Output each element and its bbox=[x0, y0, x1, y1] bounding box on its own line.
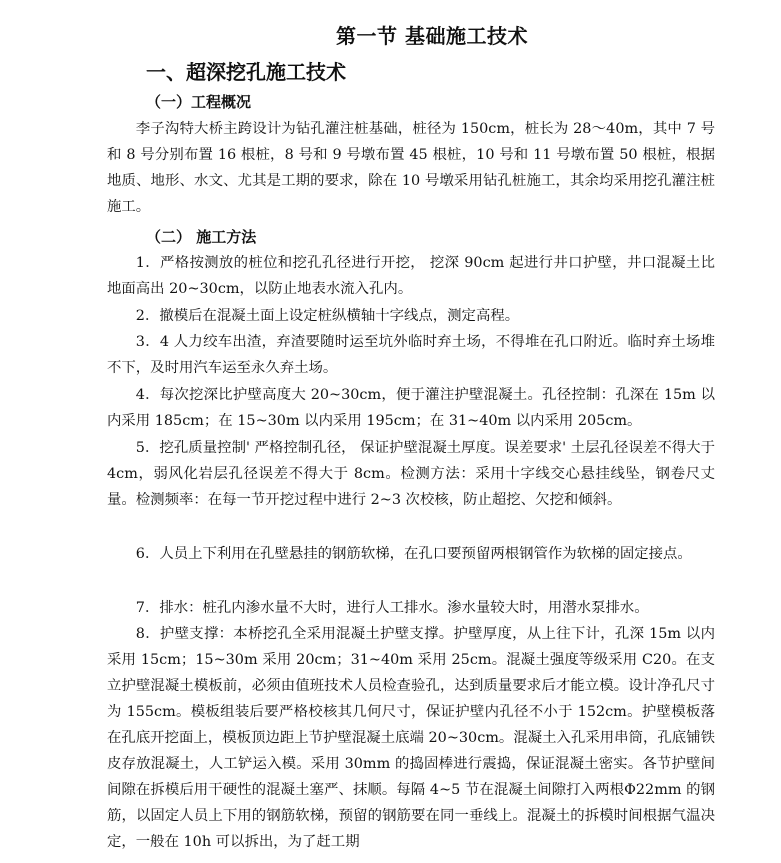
chapter-heading: 一、超深挖孔施工技术 bbox=[146, 60, 346, 84]
section-title: 第一节 基础施工技术 bbox=[336, 24, 528, 48]
subsection-heading-overview: （一）工程概况 bbox=[146, 93, 252, 111]
method-item-3: 3．4 人力绞车出渣，弃渣要随时运至坑外临时弃土场，不得堆在孔口附近。临时弃土场堆不下，及时用汽车运至永久弃土场。 bbox=[107, 334, 715, 376]
subsection-heading-method: （二） 施工方法 bbox=[146, 228, 257, 246]
method-item-5: 5．挖孔质量控制' 严格控制孔径， 保证护壁混凝土厚度。误差要求' 土层孔径误差不得大于 4cm，弱风化岩层孔径误差不得大于 8cm。检测方法：采用十字线交心悬挂线坠，钢卷尺丈量。检测频率：在每一节开挖过程中进行 2~3 次校核，防止超挖、欠挖和倾斜。 bbox=[107, 440, 715, 508]
overview-paragraph: 李子沟特大桥主跨设计为钻孔灌注桩基础，桩径为 150cm，桩长为 28～40m，其中 7 号和 8 号分别布置 16 根桩，8 号和 9 号墩布置 45 根桩，10 号和 11 号墩布置 50 根桩，根据地质、地形、水文、尤其是工期的要求，除在 10 号墩采用钻孔桩施工，其余均采用挖孔灌注桩施工。 bbox=[107, 121, 715, 215]
method-item-4: 4．每次挖深比护壁高度大 20~30cm，便于灌注护壁混凝土。孔径控制：孔深在 15m 以内采用 185cm；在 15~30m 以内采用 195cm；在 31~40m 以内采用 205cm。 bbox=[107, 387, 715, 429]
method-item-1: 1．严格按测放的桩位和挖孔孔径进行开挖， 挖深 90cm 起进行井口护壁，井口混凝土比地面高出 20~30cm，以防止地表水流入孔内。 bbox=[107, 255, 715, 297]
method-item-7: 7．排水：桩孔内渗水量不大时，进行人工排水。渗水量较大时，用潜水泵排水。 bbox=[135, 600, 649, 616]
method-item-6: 6．人员上下利用在孔壁悬挂的钢筋软梯，在孔口要预留两根钢管作为软梯的固定接点。 bbox=[135, 546, 692, 562]
method-item-2: 2．撤模后在混凝土面上设定桩纵横轴十字线点，测定高程。 bbox=[135, 308, 520, 324]
method-item-8: 8．护壁支撑：本桥挖孔全采用混凝土护壁支撑。护壁厚度，从上往下计，孔深 15m 以内采用 15cm；15~30m 采用 20cm；31~40m 采用 25cm。混凝土强度等级采用 C20。在支立护壁混凝土模板前，必须由值班技术人员检查验孔，达到质量要求后才能立模。设计净孔尺寸为 155cm。模板组装后要严格校核其几何尺寸，保证护壁内孔径不小于 152cm。护壁模板落在孔底开挖面上，模板顶边距上节护壁混凝土底端 20~30cm。混凝土入孔采用串筒，孔底铺铁皮存放混凝土，人工铲运入模。采用 30mm 的捣固棒进行震捣，保证混凝土密实。各节护壁间间隙在拆模后用干硬性的混凝土塞严、抹顺。每隔 4~5 节在混凝土间隙打入两根Φ22mm 的钢筋，以固定人员上下用的钢筋软梯，预留的钢筋要在同一垂线上。混凝土的拆模时间根据气温决定，一般在 10h 可以拆出，为了赶工期 bbox=[107, 626, 715, 850]
